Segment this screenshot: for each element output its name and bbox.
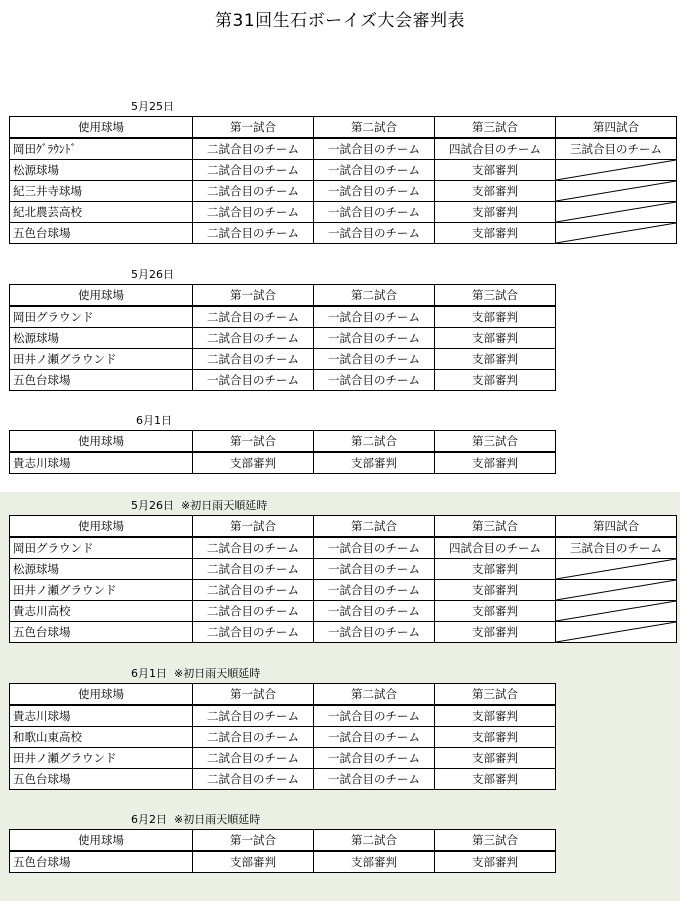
assignment-cell: 一試合目のチーム bbox=[314, 705, 435, 727]
section-date: 6月1日 bbox=[131, 667, 167, 680]
table-row bbox=[10, 601, 677, 622]
header-game-4: 第四試合 bbox=[556, 117, 677, 139]
header-row bbox=[10, 684, 556, 706]
diagonal-strike bbox=[556, 181, 676, 201]
assignment-cell: 二試合目のチーム bbox=[193, 181, 314, 202]
assignment-cell: 二試合目のチーム bbox=[193, 580, 314, 601]
label-gap bbox=[167, 667, 174, 680]
section-date-label bbox=[131, 813, 260, 826]
diagonal-strike bbox=[556, 160, 676, 180]
assignment-cell: 三試合目のチーム bbox=[556, 537, 677, 559]
venue-cell: 五色台球場 bbox=[10, 370, 193, 391]
section-note: ※初日雨天順延時 bbox=[174, 667, 261, 680]
table-row bbox=[10, 138, 677, 160]
header-game-2: 第二試合 bbox=[314, 830, 435, 852]
assignment-cell: 一試合目のチーム bbox=[314, 769, 435, 790]
assignment-cell: 支部審判 bbox=[435, 181, 556, 202]
venue-cell: 貴志川球場 bbox=[10, 452, 193, 474]
referee-table bbox=[9, 829, 556, 873]
venue-cell: 五色台球場 bbox=[10, 223, 193, 244]
empty-cell bbox=[556, 580, 677, 601]
diagonal-strike bbox=[556, 202, 676, 222]
table-row bbox=[10, 202, 677, 223]
venue-cell: 紀北農芸高校 bbox=[10, 202, 193, 223]
assignment-cell: 一試合目のチーム bbox=[314, 370, 435, 391]
assignment-cell: 一試合目のチーム bbox=[314, 223, 435, 244]
empty-cell bbox=[556, 223, 677, 244]
header-venue: 使用球場 bbox=[10, 285, 193, 307]
header-game-1: 第一試合 bbox=[193, 830, 314, 852]
assignment-cell: 一試合目のチーム bbox=[314, 306, 435, 328]
header-game-4: 第四試合 bbox=[556, 516, 677, 538]
assignment-cell: 支部審判 bbox=[435, 328, 556, 349]
venue-cell: 岡田ｸﾞﾗｳﾝﾄﾞ bbox=[10, 138, 193, 160]
header-game-2: 第二試合 bbox=[314, 684, 435, 706]
table-row bbox=[10, 851, 556, 873]
venue-cell: 五色台球場 bbox=[10, 622, 193, 643]
section-date-label bbox=[131, 100, 174, 113]
assignment-cell: 二試合目のチーム bbox=[193, 622, 314, 643]
assignment-cell: 一試合目のチーム bbox=[314, 559, 435, 580]
venue-cell: 貴志川高校 bbox=[10, 601, 193, 622]
header-game-1: 第一試合 bbox=[193, 117, 314, 139]
assignment-cell: 一試合目のチーム bbox=[314, 601, 435, 622]
assignment-cell: 二試合目のチーム bbox=[193, 202, 314, 223]
table-row bbox=[10, 452, 556, 474]
assignment-cell: 支部審判 bbox=[435, 306, 556, 328]
assignment-cell: 三試合目のチーム bbox=[556, 138, 677, 160]
section-date-label bbox=[131, 268, 174, 281]
table-row bbox=[10, 349, 556, 370]
table-row bbox=[10, 559, 677, 580]
table-row bbox=[10, 580, 677, 601]
venue-cell: 貴志川球場 bbox=[10, 705, 193, 727]
assignment-cell: 二試合目のチーム bbox=[193, 328, 314, 349]
header-venue: 使用球場 bbox=[10, 830, 193, 852]
diagonal-strike bbox=[556, 622, 676, 642]
table-row bbox=[10, 622, 677, 643]
referee-table bbox=[9, 284, 556, 391]
empty-cell bbox=[556, 160, 677, 181]
assignment-cell: 四試合目のチーム bbox=[435, 138, 556, 160]
header-venue: 使用球場 bbox=[10, 684, 193, 706]
header-game-3: 第三試合 bbox=[435, 431, 556, 453]
header-game-2: 第二試合 bbox=[314, 285, 435, 307]
assignment-cell: 二試合目のチーム bbox=[193, 748, 314, 769]
header-game-1: 第一試合 bbox=[193, 684, 314, 706]
assignment-cell: 一試合目のチーム bbox=[314, 160, 435, 181]
section-date: 6月1日 bbox=[136, 414, 172, 427]
venue-cell: 五色台球場 bbox=[10, 769, 193, 790]
header-venue: 使用球場 bbox=[10, 516, 193, 538]
section-date: 6月2日 bbox=[131, 813, 167, 826]
assignment-cell: 支部審判 bbox=[435, 452, 556, 474]
section-note: ※初日雨天順延時 bbox=[174, 813, 261, 826]
referee-table bbox=[9, 683, 556, 790]
header-game-3: 第三試合 bbox=[435, 117, 556, 139]
header-game-1: 第一試合 bbox=[193, 285, 314, 307]
table-row bbox=[10, 306, 556, 328]
venue-cell: 和歌山東高校 bbox=[10, 727, 193, 748]
assignment-cell: 一試合目のチーム bbox=[314, 748, 435, 769]
venue-cell: 松源球場 bbox=[10, 559, 193, 580]
header-game-2: 第二試合 bbox=[314, 431, 435, 453]
assignment-cell: 二試合目のチーム bbox=[193, 223, 314, 244]
assignment-cell: 一試合目のチーム bbox=[314, 181, 435, 202]
section-date-label bbox=[136, 414, 172, 427]
label-gap bbox=[167, 813, 174, 826]
assignment-cell: 二試合目のチーム bbox=[193, 306, 314, 328]
header-game-1: 第一試合 bbox=[193, 431, 314, 453]
assignment-cell: 二試合目のチーム bbox=[193, 138, 314, 160]
assignment-cell: 支部審判 bbox=[435, 580, 556, 601]
empty-cell bbox=[556, 202, 677, 223]
referee-table bbox=[9, 515, 677, 643]
header-game-1: 第一試合 bbox=[193, 516, 314, 538]
assignment-cell: 支部審判 bbox=[435, 160, 556, 181]
assignment-cell: 支部審判 bbox=[435, 349, 556, 370]
assignment-cell: 一試合目のチーム bbox=[314, 622, 435, 643]
assignment-cell: 一試合目のチーム bbox=[193, 370, 314, 391]
venue-cell: 松源球場 bbox=[10, 160, 193, 181]
venue-cell: 田井ノ瀬グラウンド bbox=[10, 349, 193, 370]
section-date: 5月25日 bbox=[131, 100, 174, 113]
table-row bbox=[10, 181, 677, 202]
empty-cell bbox=[556, 601, 677, 622]
assignment-cell: 二試合目のチーム bbox=[193, 727, 314, 748]
assignment-cell: 二試合目のチーム bbox=[193, 537, 314, 559]
table-row bbox=[10, 748, 556, 769]
header-game-2: 第二試合 bbox=[314, 117, 435, 139]
diagonal-strike bbox=[556, 223, 676, 243]
referee-table bbox=[9, 430, 556, 474]
section-date: 5月26日 bbox=[131, 499, 174, 512]
header-game-3: 第三試合 bbox=[435, 516, 556, 538]
assignment-cell: 一試合目のチーム bbox=[314, 349, 435, 370]
assignment-cell: 支部審判 bbox=[314, 851, 435, 873]
assignment-cell: 二試合目のチーム bbox=[193, 160, 314, 181]
section-note: ※初日雨天順延時 bbox=[181, 499, 268, 512]
assignment-cell: 支部審判 bbox=[193, 851, 314, 873]
header-row bbox=[10, 117, 677, 139]
venue-cell: 田井ノ瀬グラウンド bbox=[10, 748, 193, 769]
diagonal-strike bbox=[556, 559, 676, 579]
assignment-cell: 支部審判 bbox=[435, 370, 556, 391]
section-date-label bbox=[131, 499, 267, 512]
assignment-cell: 一試合目のチーム bbox=[314, 328, 435, 349]
venue-cell: 五色台球場 bbox=[10, 851, 193, 873]
venue-cell: 岡田グラウンド bbox=[10, 537, 193, 559]
header-game-3: 第三試合 bbox=[435, 830, 556, 852]
venue-cell: 松源球場 bbox=[10, 328, 193, 349]
header-game-2: 第二試合 bbox=[314, 516, 435, 538]
diagonal-strike bbox=[556, 580, 676, 600]
table-row bbox=[10, 727, 556, 748]
header-game-3: 第三試合 bbox=[435, 684, 556, 706]
header-venue: 使用球場 bbox=[10, 117, 193, 139]
venue-cell: 田井ノ瀬グラウンド bbox=[10, 580, 193, 601]
table-row bbox=[10, 223, 677, 244]
header-row bbox=[10, 285, 556, 307]
assignment-cell: 一試合目のチーム bbox=[314, 580, 435, 601]
assignment-cell: 二試合目のチーム bbox=[193, 601, 314, 622]
referee-table bbox=[9, 116, 677, 244]
assignment-cell: 支部審判 bbox=[435, 705, 556, 727]
assignment-cell: 二試合目のチーム bbox=[193, 769, 314, 790]
header-row bbox=[10, 830, 556, 852]
assignment-cell: 二試合目のチーム bbox=[193, 559, 314, 580]
venue-cell: 岡田グラウンド bbox=[10, 306, 193, 328]
assignment-cell: 支部審判 bbox=[435, 202, 556, 223]
assignment-cell: 支部審判 bbox=[314, 452, 435, 474]
assignment-cell: 支部審判 bbox=[435, 748, 556, 769]
diagonal-strike bbox=[556, 601, 676, 621]
assignment-cell: 一試合目のチーム bbox=[314, 202, 435, 223]
header-venue: 使用球場 bbox=[10, 431, 193, 453]
venue-cell: 紀三井寺球場 bbox=[10, 181, 193, 202]
assignment-cell: 二試合目のチーム bbox=[193, 349, 314, 370]
table-row bbox=[10, 769, 556, 790]
header-row bbox=[10, 516, 677, 538]
assignment-cell: 二試合目のチーム bbox=[193, 705, 314, 727]
table-row bbox=[10, 370, 556, 391]
page-title: 第31回生石ボーイズ大会審判表 bbox=[215, 11, 465, 31]
assignment-cell: 支部審判 bbox=[435, 601, 556, 622]
assignment-cell: 支部審判 bbox=[435, 559, 556, 580]
assignment-cell: 支部審判 bbox=[435, 769, 556, 790]
assignment-cell: 支部審判 bbox=[435, 851, 556, 873]
assignment-cell: 支部審判 bbox=[435, 622, 556, 643]
header-row bbox=[10, 431, 556, 453]
table-row bbox=[10, 705, 556, 727]
assignment-cell: 四試合目のチーム bbox=[435, 537, 556, 559]
assignment-cell: 一試合目のチーム bbox=[314, 138, 435, 160]
section-date-label bbox=[131, 667, 260, 680]
label-gap bbox=[174, 499, 181, 512]
assignment-cell: 一試合目のチーム bbox=[314, 727, 435, 748]
assignment-cell: 支部審判 bbox=[435, 223, 556, 244]
section-date: 5月26日 bbox=[131, 268, 174, 281]
assignment-cell: 支部審判 bbox=[435, 727, 556, 748]
assignment-cell: 一試合目のチーム bbox=[314, 537, 435, 559]
empty-cell bbox=[556, 559, 677, 580]
table-row bbox=[10, 328, 556, 349]
empty-cell bbox=[556, 622, 677, 643]
assignment-cell: 支部審判 bbox=[193, 452, 314, 474]
header-game-3: 第三試合 bbox=[435, 285, 556, 307]
empty-cell bbox=[556, 181, 677, 202]
table-row bbox=[10, 160, 677, 181]
table-row bbox=[10, 537, 677, 559]
